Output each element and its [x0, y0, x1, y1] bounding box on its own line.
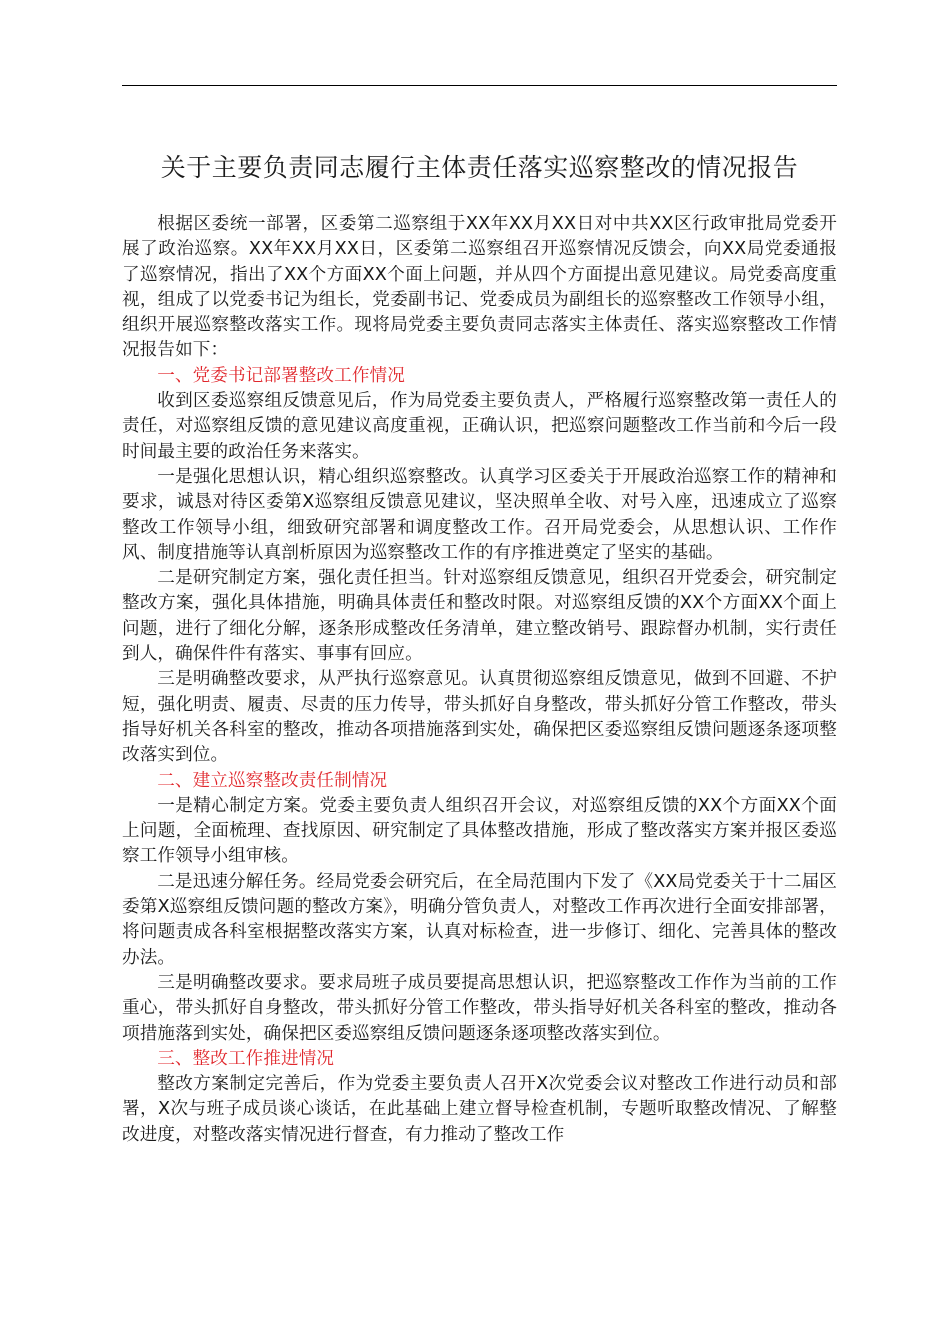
body-paragraph: 三是明确整改要求。要求局班子成员要提高思想认识，把巡察整改工作作为当前的工作重心，带头抓好自身整改，带头抓好分管工作整改，带头指导好机关各科室的整改，推动各项措施落到实处，确保把区委巡察组反馈问题逐条逐项整改落实到位。	[122, 972, 837, 1044]
header-rule	[122, 85, 837, 86]
body-paragraph: 二是迅速分解任务。经局党委会研究后，在全局范围内下发了《XX局党委关于十二届区委第X巡察组反馈问题的整改方案》，明确分管负责人，对整改工作再次进行全面安排部署，将问题责成各科室根据整改落实方案，认真对标检查，进一步修订、细化、完善具体的整改办法。	[122, 871, 837, 968]
body-paragraph: 收到区委巡察组反馈意见后，作为局党委主要负责人，严格履行巡察整改第一责任人的责任，对巡察组反馈的意见建议高度重视，正确认识，把巡察问题整改工作当前和今后一段时间最主要的政治任务来落实。	[122, 391, 837, 462]
body-paragraph: 根据区委统一部署，区委第二巡察组于XX年XX月XX日对中共XX区行政审批局党委开展了政治巡察。XX年XX月XX日，区委第二巡察组召开巡察情况反馈会，向XX局党委通报了巡察情况，指出了XX个方面XX个面上问题，并从四个方面提出意见建议。局党委高度重视，组成了以党委书记为组长，党委副书记、党委成员为副组长的巡察整改工作领导小组，组织开展巡察整改落实工作。现将局党委主要负责同志落实主体责任、落实巡察整改工作情况报告如下：	[122, 214, 837, 361]
document-title: 关于主要负责同志履行主体责任落实巡察整改的情况报告	[160, 153, 799, 182]
section-heading: 一、党委书记部署整改工作情况	[157, 365, 405, 386]
section-heading: 三、整改工作推进情况	[157, 1048, 335, 1069]
body-paragraph: 三是明确整改要求，从严执行巡察意见。认真贯彻巡察组反馈意见，做到不回避、不护短，强化明责、履责、尽责的压力传导，带头抓好自身整改，带头抓好分管工作整改，带头指导好机关各科室的整改，推动各项措施落到实处，确保把区委巡察组反馈问题逐条逐项整改落实到位。	[122, 669, 837, 766]
body-paragraph: 二是研究制定方案，强化责任担当。针对巡察组反馈意见，组织召开党委会，研究制定整改方案，强化具体措施，明确具体责任和整改时限。对巡察组反馈的XX个方面XX个面上问题，进行了细化分解，逐条形成整改任务清单，建立整改销号、跟踪督办机制，实行责任到人，确保件件有落实、事事有回应。	[122, 568, 837, 665]
body-paragraph: 一是强化思想认识，精心组织巡察整改。认真学习区委关于开展政治巡察工作的精神和要求，诚恳对待区委第X巡察组反馈意见建议，坚决照单全收、对号入座，迅速成立了巡察整改工作领导小组，细致研究部署和调度整改工作。召开局党委会，从思想认识、工作作风、制度措施等认真剖析原因为巡察整改工作的有序推进奠定了坚实的基础。	[122, 466, 837, 563]
section-heading: 二、建立巡察整改责任制情况	[157, 770, 388, 791]
body-paragraph: 一是精心制定方案。党委主要负责人组织召开会议，对巡察组反馈的XX个方面XX个面上问题，全面梳理、查找原因、研究制定了具体整改措施，形成了整改落实方案并报区委巡察工作领导小组审核。	[122, 795, 837, 867]
body-paragraph: 整改方案制定完善后，作为党委主要负责人召开X次党委会议对整改工作进行动员和部署，X次与班子成员谈心谈话，在此基础上建立督导检查机制，专题听取整改情况、了解整改进度，对整改落实情况进行督查，有力推动了整改工作	[122, 1074, 837, 1145]
document-body	[122, 212, 837, 1148]
